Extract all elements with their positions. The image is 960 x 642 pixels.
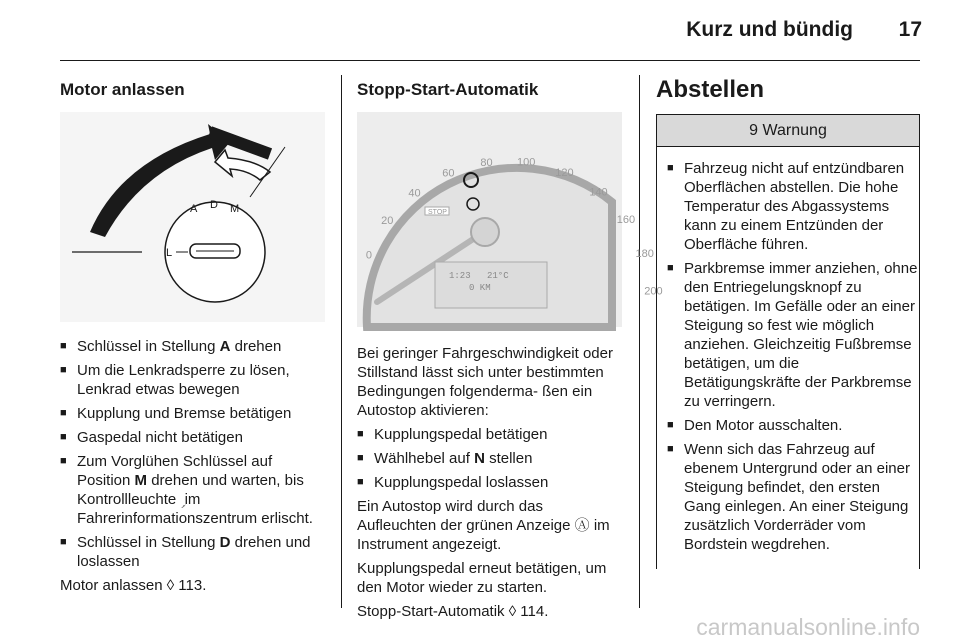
speedometer-tick-60: 60 xyxy=(442,167,455,180)
column-motor-anlassen xyxy=(60,62,325,595)
header-rule xyxy=(60,60,920,61)
speedometer-tick-160: 160 xyxy=(616,214,636,227)
list-item: ■ Schlüssel in Stellung D drehen und loslassen xyxy=(60,533,325,571)
display-time: 1:23 xyxy=(449,271,471,281)
speedometer-tick-80: 80 xyxy=(480,156,493,169)
column-stopp-start xyxy=(357,62,663,621)
header-title: Kurz und bündig xyxy=(686,18,853,41)
list-item: ■ Wählhebel auf N stellen xyxy=(357,449,622,468)
watermark: carmanualsonline.info xyxy=(696,614,920,640)
warning-icon: 9 xyxy=(749,122,759,139)
paragraph-restart: Kupplungspedal erneut betätigen, um den Motor wieder zu starten. xyxy=(357,560,607,596)
speedometer-tick-40: 40 xyxy=(408,187,421,200)
section-heading-stopp-start: Stopp-Start-Automatik xyxy=(357,80,539,99)
speedometer-tick-100: 100 xyxy=(517,156,536,169)
column-abstellen xyxy=(656,62,920,569)
list-item: ■ Fahrzeug nicht auf entzündbaren Oberflächen abstellen. Die hohe Temperatur des Abgassystems kann zu einem Entzünden der Oberfläche führen. xyxy=(667,159,919,254)
display-odometer: 0 KM xyxy=(469,283,491,293)
instrument-cluster-illustration xyxy=(357,112,663,327)
display-temp: 21°C xyxy=(487,271,509,281)
ignition-label-m: M xyxy=(230,203,240,215)
warning-box xyxy=(656,114,920,569)
list-item: ■ Parkbremse immer anziehen, ohne den Entriegelungsknopf zu betätigen. Im Gefälle oder an einer Steigung so fest wie möglich anziehen. Gleichzeitig Fußbremse betätigen, um die Betätigungskräfte der Parkbremse zu verringern. xyxy=(667,259,919,411)
list-item: ■ Kupplungspedal loslassen xyxy=(357,473,622,492)
ignition-label-a: A xyxy=(190,203,198,215)
paragraph-autostop-indicator: Ein Autostop wird durch das Aufleuchten der grünen Anzeige Ⓐ im Instrument angezeigt. xyxy=(357,498,610,553)
section-heading-motor-anlassen: Motor anlassen xyxy=(60,80,185,99)
list-item: ■ Kupplung und Bremse betätigen xyxy=(60,404,325,423)
speedometer-tick-20: 20 xyxy=(381,215,394,228)
speedometer-tick-120: 120 xyxy=(555,166,574,179)
warning-title: Warnung xyxy=(762,122,827,139)
list-item: ■ Gaspedal nicht betätigen xyxy=(60,428,325,447)
section-heading-abstellen: Abstellen xyxy=(656,76,765,103)
warning-body xyxy=(657,147,919,569)
ignition-key-illustration xyxy=(60,112,325,322)
ignition-label-d: D xyxy=(210,199,218,211)
steps-list-stopp-start xyxy=(357,425,622,492)
list-item: ■ Um die Lenkradsperre zu lösen, Lenkrad etwas bewegen xyxy=(60,361,325,399)
list-item: ■ Kupplungspedal betätigen xyxy=(357,425,622,444)
warning-list xyxy=(667,159,919,554)
stop-indicator-label: STOP xyxy=(428,209,447,216)
cross-reference-stopp-start: Stopp-Start-Automatik ◊ 114. xyxy=(357,603,549,620)
driver-info-display xyxy=(435,262,547,308)
ignition-label-l: L xyxy=(166,247,173,259)
cross-reference-motor-anlassen: Motor anlassen ◊ 113. xyxy=(60,577,207,594)
page-number: 17 xyxy=(898,18,922,41)
column-separator-1 xyxy=(341,75,342,608)
speedometer-tick-180: 180 xyxy=(635,248,654,261)
list-item: ■ Zum Vorglühen Schlüssel auf Position M drehen und warten, bis Kontrollleuchte ࣲ im Fahrerinformationszentrum erlischt. xyxy=(60,452,325,528)
list-item: ■ Wenn sich das Fahrzeug auf ebenem Untergrund oder an einer Steigung befindet, den ersten Gang einlegen. An einer Steigung zusätzlich Vorderräder vom Bordstein wegdrehen. xyxy=(667,440,919,554)
paragraph-autostop-intro: Bei geringer Fahrgeschwindigkeit oder Stillstand lässt sich unter bestimmten Bedingungen folgenderma- ßen ein Autostop aktivieren: xyxy=(357,345,613,419)
speedometer-tick-200: 200 xyxy=(644,285,663,298)
list-item: ■ Schlüssel in Stellung A drehen xyxy=(60,337,325,356)
speedometer-tick-0: 0 xyxy=(365,249,372,262)
list-item: ■ Den Motor ausschalten. xyxy=(667,416,919,435)
warning-header xyxy=(657,115,919,147)
steps-list-motor-anlassen xyxy=(60,337,325,571)
column-separator-2 xyxy=(639,75,640,608)
speedometer-tick-140: 140 xyxy=(589,186,608,199)
